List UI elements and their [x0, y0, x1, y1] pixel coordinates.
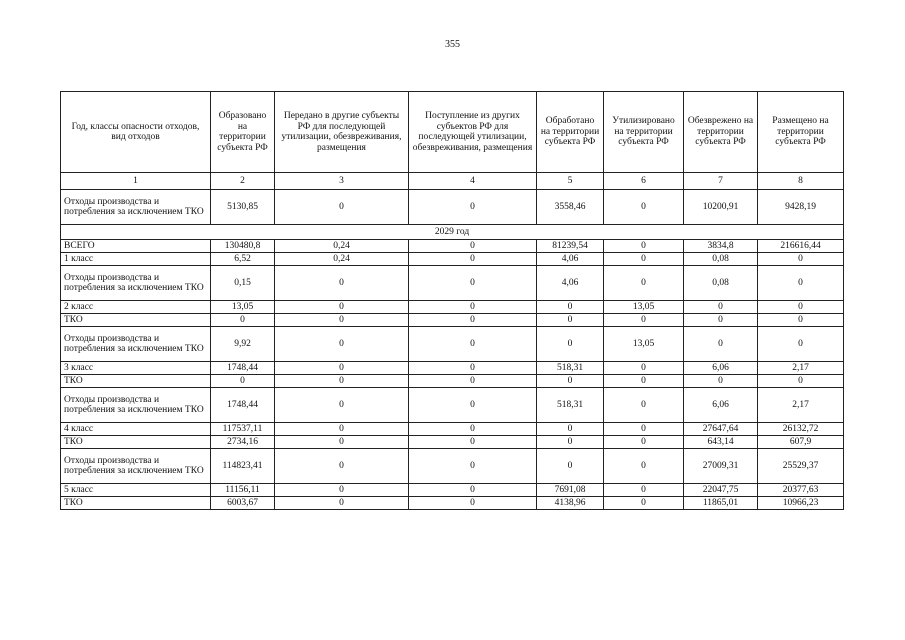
- table-cell: 0,08: [684, 253, 758, 266]
- row-label: Отходы производства и потребления за исключением ТКО: [61, 266, 211, 301]
- table-cell: 0: [275, 436, 409, 449]
- row-label: 5 класс: [61, 484, 211, 497]
- table-cell: 3558,46: [537, 190, 604, 225]
- column-number-6: 6: [604, 173, 684, 190]
- table-cell: 0: [409, 266, 537, 301]
- table-cell: 0: [604, 423, 684, 436]
- table-cell: 0,24: [275, 240, 409, 253]
- table-cell: 0: [409, 375, 537, 388]
- table-cell: 1748,44: [211, 388, 275, 423]
- table-cell: 0,08: [684, 266, 758, 301]
- table-cell: 518,31: [537, 362, 604, 375]
- table-row: [61, 240, 844, 253]
- column-header-3: Передано в другие субъекты РФ для последующей утилизации, обезвреживания, размещения: [275, 92, 409, 173]
- row-label: ТКО: [61, 314, 211, 327]
- column-number-1: 1: [61, 173, 211, 190]
- table-cell: 0: [275, 497, 409, 510]
- table-cell: 0: [275, 190, 409, 225]
- table-cell: 0: [275, 423, 409, 436]
- table-row: [61, 449, 844, 484]
- table-cell: 0: [409, 484, 537, 497]
- header-row: [61, 92, 844, 173]
- table-cell: 13,05: [604, 327, 684, 362]
- column-header-8: Размещено на территории субъекта РФ: [758, 92, 844, 173]
- table-cell: 0: [409, 423, 537, 436]
- table-cell: 0: [758, 301, 844, 314]
- table-cell: 0: [211, 314, 275, 327]
- table-cell: 20377,63: [758, 484, 844, 497]
- table-cell: 0: [684, 327, 758, 362]
- table-cell: 518,31: [537, 388, 604, 423]
- table-cell: 25529,37: [758, 449, 844, 484]
- table-cell: 0: [275, 375, 409, 388]
- table-cell: 0,24: [275, 253, 409, 266]
- table-cell: 0: [409, 301, 537, 314]
- row-label: ТКО: [61, 375, 211, 388]
- table-cell: 0: [409, 362, 537, 375]
- table-cell: 0: [604, 388, 684, 423]
- table-cell: 1748,44: [211, 362, 275, 375]
- table-cell: 0: [604, 240, 684, 253]
- row-label: ТКО: [61, 436, 211, 449]
- table-cell: 22047,75: [684, 484, 758, 497]
- table-cell: 0: [537, 423, 604, 436]
- year-row: [61, 225, 844, 240]
- table-cell: 26132,72: [758, 423, 844, 436]
- table-cell: 4138,96: [537, 497, 604, 510]
- table-cell: 2,17: [758, 388, 844, 423]
- table-cell: 0: [604, 253, 684, 266]
- table-cell: 4,06: [537, 253, 604, 266]
- row-label: Отходы производства и потребления за исключением ТКО: [61, 327, 211, 362]
- column-header-1: Год, классы опасности отходов, вид отходов: [61, 92, 211, 173]
- table-cell: 0: [537, 436, 604, 449]
- table-cell: 0: [537, 301, 604, 314]
- table-cell: 27647,64: [684, 423, 758, 436]
- table-cell: 0: [604, 362, 684, 375]
- table-cell: 7691,08: [537, 484, 604, 497]
- table-cell: 0: [409, 436, 537, 449]
- table-cell: 6,06: [684, 388, 758, 423]
- year-label: 2029 год: [61, 225, 844, 240]
- table-row: [61, 484, 844, 497]
- table-cell: 0: [409, 240, 537, 253]
- column-header-2: Образовано на территории субъекта РФ: [211, 92, 275, 173]
- table-cell: 0: [604, 375, 684, 388]
- table-cell: 0: [758, 327, 844, 362]
- table-cell: 0: [275, 266, 409, 301]
- table-cell: 0: [604, 266, 684, 301]
- table-cell: 10966,23: [758, 497, 844, 510]
- table-cell: 0,15: [211, 266, 275, 301]
- table-cell: 0: [537, 314, 604, 327]
- table-cell: 6,52: [211, 253, 275, 266]
- row-label: ТКО: [61, 497, 211, 510]
- table-cell: 4,06: [537, 266, 604, 301]
- table-cell: 0: [275, 301, 409, 314]
- table-cell: 0: [684, 301, 758, 314]
- row-label: 2 класс: [61, 301, 211, 314]
- table-cell: 9,92: [211, 327, 275, 362]
- table-cell: 114823,41: [211, 449, 275, 484]
- table-row: [61, 388, 844, 423]
- table-cell: 5130,85: [211, 190, 275, 225]
- table-cell: 0: [604, 449, 684, 484]
- table-cell: 2734,16: [211, 436, 275, 449]
- table-cell: 607,9: [758, 436, 844, 449]
- table-cell: 216616,44: [758, 240, 844, 253]
- table-cell: 0: [684, 375, 758, 388]
- table-row: [61, 362, 844, 375]
- column-number-8: 8: [758, 173, 844, 190]
- table-cell: 2,17: [758, 362, 844, 375]
- table-cell: 0: [275, 327, 409, 362]
- table-cell: 0: [275, 388, 409, 423]
- table-cell: 0: [604, 484, 684, 497]
- table-cell: 0: [409, 327, 537, 362]
- table-cell: 0: [758, 375, 844, 388]
- table-cell: 9428,19: [758, 190, 844, 225]
- table-cell: 10200,91: [684, 190, 758, 225]
- row-label: Отходы производства и потребления за исключением ТКО: [61, 190, 211, 225]
- table-cell: 0: [409, 497, 537, 510]
- column-header-5: Обработано на территории субъекта РФ: [537, 92, 604, 173]
- table-cell: 13,05: [211, 301, 275, 314]
- column-number-7: 7: [684, 173, 758, 190]
- table-cell: 130480,8: [211, 240, 275, 253]
- row-label: Отходы производства и потребления за исключением ТКО: [61, 449, 211, 484]
- table-cell: 0: [604, 436, 684, 449]
- table-cell: 27009,31: [684, 449, 758, 484]
- table-cell: 0: [758, 253, 844, 266]
- table-cell: 0: [758, 266, 844, 301]
- waste-table: [60, 91, 844, 510]
- table-cell: 0: [409, 314, 537, 327]
- column-header-7: Обезврежено на территории субъекта РФ: [684, 92, 758, 173]
- table-cell: 6,06: [684, 362, 758, 375]
- table-row: [61, 253, 844, 266]
- table-cell: 0: [211, 375, 275, 388]
- table-row: [61, 314, 844, 327]
- table-cell: 0: [604, 190, 684, 225]
- table-cell: 0: [409, 253, 537, 266]
- table-cell: 0: [537, 449, 604, 484]
- table-cell: 11865,01: [684, 497, 758, 510]
- table-row: [61, 375, 844, 388]
- table-cell: 117537,11: [211, 423, 275, 436]
- table-cell: 11156,11: [211, 484, 275, 497]
- table-cell: 0: [275, 362, 409, 375]
- table-cell: 3834,8: [684, 240, 758, 253]
- table-cell: 0: [409, 190, 537, 225]
- table-row: [61, 266, 844, 301]
- table-cell: 0: [409, 449, 537, 484]
- table-row: [61, 436, 844, 449]
- row-label: Отходы производства и потребления за исключением ТКО: [61, 388, 211, 423]
- table-cell: 0: [758, 314, 844, 327]
- column-number-2: 2: [211, 173, 275, 190]
- row-label: ВСЕГО: [61, 240, 211, 253]
- table-row: [61, 301, 844, 314]
- table-cell: 13,05: [604, 301, 684, 314]
- table-row: [61, 497, 844, 510]
- column-number-4: 4: [409, 173, 537, 190]
- table-cell: 0: [409, 388, 537, 423]
- table-cell: 0: [684, 314, 758, 327]
- table-row: [61, 423, 844, 436]
- table-cell: 6003,67: [211, 497, 275, 510]
- table-cell: 0: [275, 314, 409, 327]
- row-label: 4 класс: [61, 423, 211, 436]
- table-cell: 0: [604, 497, 684, 510]
- row-label: 3 класс: [61, 362, 211, 375]
- table-cell: 0: [537, 327, 604, 362]
- column-header-4: Поступление из других субъектов РФ для последующей утилизации, обезвреживания, размещения: [409, 92, 537, 173]
- table-row: [61, 190, 844, 225]
- column-number-row: [61, 173, 844, 190]
- table-cell: 81239,54: [537, 240, 604, 253]
- row-label: 1 класс: [61, 253, 211, 266]
- column-number-5: 5: [537, 173, 604, 190]
- page-number: 355: [445, 39, 460, 50]
- table-cell: 0: [275, 484, 409, 497]
- column-header-6: Утилизировано на территории субъекта РФ: [604, 92, 684, 173]
- column-number-3: 3: [275, 173, 409, 190]
- table-cell: 0: [275, 449, 409, 484]
- table-row: [61, 327, 844, 362]
- table-cell: 0: [537, 375, 604, 388]
- table-cell: 643,14: [684, 436, 758, 449]
- table-cell: 0: [604, 314, 684, 327]
